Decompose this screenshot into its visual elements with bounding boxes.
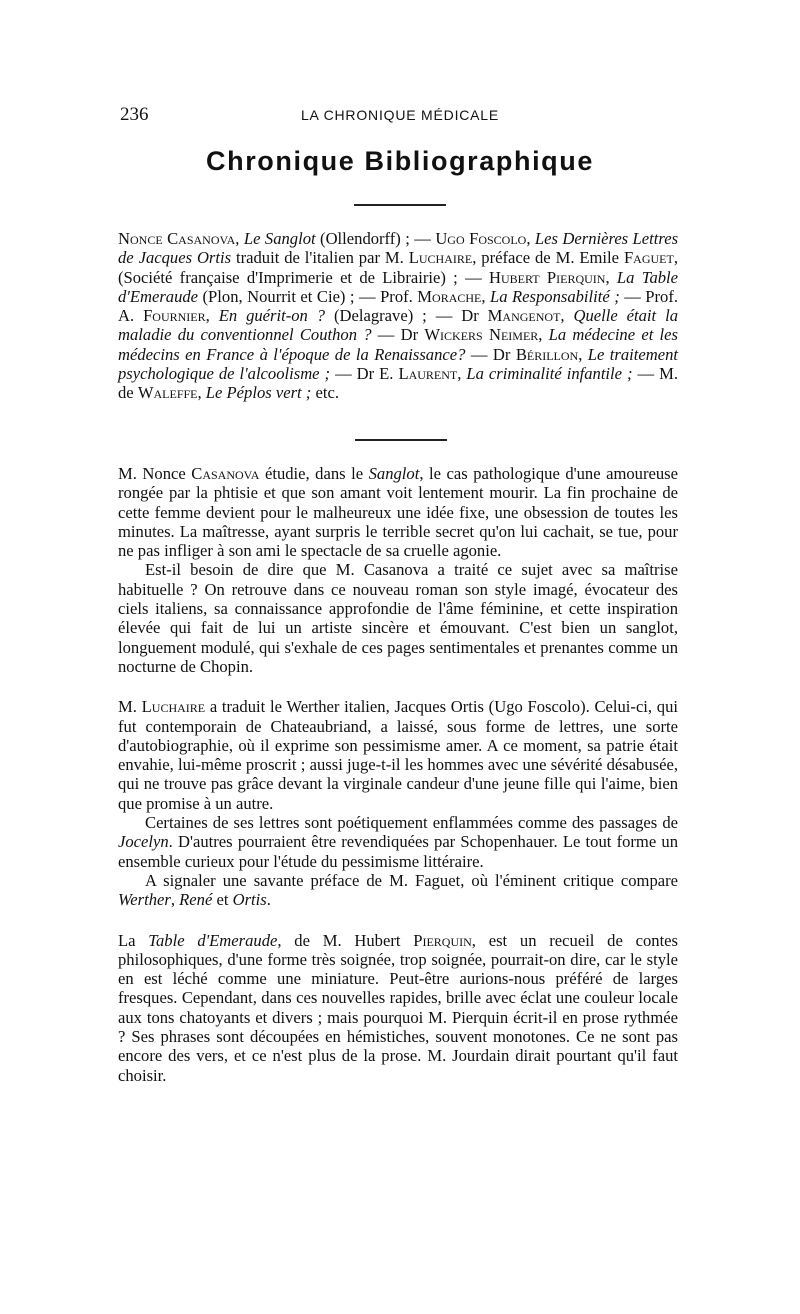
text-run: A signaler une savante préface de M. Faguet, où l'éminent critique compare xyxy=(145,870,678,890)
text-run: Est-il besoin de dire que M. Casanova a traité ce sujet avec sa maîtrise habituelle ? On retrouve dans ce nouveau roman son style imagé, évocateur des ciels italiens, sa connaissance approfondie de l'âme féminine, et cette inspiration élevée qui fait de lui un artiste sincère et émouvant. C'est bien un sanglot, longuement modulé, qui s'exhale de ces pages sentimentales et prenantes comme un nocturne de Chopin. xyxy=(118,560,678,676)
text-run: a traduit le Werther italien, Jacques Ortis (Ugo Foscolo). Celui-ci, qui fut contemporain de Chateaubriand, a laissé, sous forme de lettres, une sorte d'autobiographie, où il exprime son pessimisme amer. A ce moment, sa patrie était envahie, lui-même proscrit ; aussi juge-t-il les hommes avec une sévérité désabusée, qui ne trouve pas grâce devant la virginale candeur d'une jeune fille qui l'aime, bien que promise à un autre. xyxy=(118,697,678,813)
book-author-first: Hubert xyxy=(488,267,540,287)
review-paragraph xyxy=(118,697,678,813)
running-title: LA CHRONIQUE MÉDICALE xyxy=(300,107,500,123)
book-list-paragraph: Nonce Casanova, Le Sanglot (Ollendorff) ; — Ugo Foscolo, Les Dernières Lettres de Jacques Ortis traduit de l'italien par M. Luchaire, préface de M. Emile Faguet, (Société française d'Imprimerie et de Librairie) ; — Hubert Pierquin, La Table d'Emeraude (Plon, Nourrit et Cie) ; — Prof. Morache, La Responsabilité ; — Prof. A. Fournier, En guérit-on ? (Delagrave) ; — Dr Mangenot, Quelle était la maladie du conventionnel Couthon ? — Dr Wickers Neimer, La médecine et les médecins en France à l'époque de la Renaissance? — Dr Bérillon, Le traitement psychologique de l'alcoolisme ; — Dr E. Laurent, La criminalité infantile ; — M. de Waleffe, Le Péplos vert ; etc. xyxy=(118,229,679,403)
review-paragraph xyxy=(118,560,678,676)
text-run: et xyxy=(212,890,233,910)
text-run: , est un recueil de contes philosophiques, d'une forme très soignée, trop soignée, pourrait-on dire, car le style en est léché comme une miniature. Peut-être aurions-nous préféré de larges fresques. Cependant, dans ces nouvelles rapides, brille avec éclat une couleur locale aux tons chatoyants et divers ; mais pourquoi M. Pierquin écrit-il en prose rythmée ? Ses phrases sont découpées en hémistiches, souvent monotones. Ce ne sont pas encore des vers, et ce n'est plus de la prose. M. Jourdain dirait pourtant qu'il faut choisir. xyxy=(118,930,678,1085)
book-author: Morache xyxy=(417,286,482,306)
title-rule xyxy=(354,204,446,206)
italic-title: Werther xyxy=(118,890,171,910)
book-author: Casanova xyxy=(167,229,236,248)
book-author: Faguet xyxy=(623,248,674,268)
book-author: Fournier xyxy=(143,306,206,326)
book-author: Luchaire xyxy=(408,248,473,268)
book-title: La Table d'Emeraude xyxy=(118,267,679,306)
book-details: — Prof. A. xyxy=(118,286,679,326)
text-run: La xyxy=(118,930,149,950)
book-details: (Plon, Nourrit et Cie) ; — Prof. xyxy=(202,286,413,306)
book-details: (Société française d'Imprimerie et de Librairie) ; — xyxy=(118,267,482,287)
text-run: Certaines de ses lettres sont poétiquement enflammées comme des passages de xyxy=(145,813,678,833)
book-author: Bérillon xyxy=(515,344,579,364)
book-author-first: Ugo xyxy=(435,229,465,248)
italic-title: Sanglot xyxy=(368,464,420,483)
author-name: Casanova xyxy=(191,464,260,483)
book-author-first: Nonce xyxy=(118,229,163,248)
review xyxy=(118,697,678,909)
reviews xyxy=(118,464,678,1106)
italic-title: Table d'Emeraude xyxy=(148,930,278,950)
author-name: Luchaire xyxy=(141,697,206,717)
book-title: Le Péplos vert ; xyxy=(205,383,312,403)
text-run: étudie, dans le xyxy=(259,464,369,483)
author-name: Pierquin xyxy=(413,930,472,950)
book-title: Quelle était la maladie du conventionnel Couthon ? xyxy=(118,306,678,345)
review xyxy=(118,931,678,1085)
book-details: traduit de l'italien par M. xyxy=(235,248,404,268)
book-details: préface de M. Emile xyxy=(481,248,620,268)
book-details: (Ollendorff) ; — xyxy=(320,229,431,248)
italic-title: René xyxy=(179,890,213,910)
book-details: etc. xyxy=(315,383,339,403)
book-title: La Responsabilité ; xyxy=(490,286,620,306)
book-author: Laurent xyxy=(398,364,458,384)
book-details: — Dr xyxy=(470,344,511,364)
book-title: En guérit-on ? xyxy=(218,306,326,326)
review-paragraph xyxy=(118,813,678,871)
book-details: (Delagrave) ; — Dr xyxy=(334,306,479,326)
book-author: Mangenot xyxy=(487,306,561,326)
book-author: Wickers Neimer xyxy=(424,325,539,345)
book-title: La médecine et les médecins en France à l'époque de la Renaissance? xyxy=(118,325,678,364)
book-list xyxy=(118,229,678,403)
review-paragraph xyxy=(118,871,678,910)
book-details: — Dr E. xyxy=(335,364,394,384)
review xyxy=(118,464,678,676)
text-run: . D'autres pourraient être revendiquées par Schopenhauer. Le tout forme un ensemble curieux pour l'étude du pessimisme littéraire. xyxy=(118,832,678,871)
text-run: , de M. Hubert xyxy=(277,930,414,950)
section-rule xyxy=(355,439,447,441)
running-head xyxy=(120,104,680,130)
text-run: . xyxy=(266,890,271,910)
book-title: Le traitement psychologique de l'alcoolisme ; xyxy=(118,344,678,384)
book-author: Waleffe xyxy=(137,383,198,403)
review-paragraph xyxy=(118,931,678,1085)
book-title: La criminalité infantile ; xyxy=(466,364,633,384)
page-number: 236 xyxy=(120,104,149,125)
text-run: M. xyxy=(118,697,142,717)
book-title: Les Dernières Lettres de Jacques Ortis xyxy=(118,229,679,268)
section-title: Chronique Bibliographique xyxy=(206,146,594,176)
review-paragraph xyxy=(118,464,678,560)
italic-title: Jocelyn xyxy=(118,832,169,852)
book-author: Foscolo xyxy=(469,229,527,248)
text-run: , le cas pathologique d'une amoureuse rongée par la phtisie et que son amant voit lentement mourir. La fin prochaine de cette femme devient pour le malheureux une idée fixe, une obsession de toutes les minutes. La maîtresse, ayant surpris le terrible secret qu'on lui cachait, se tue, pour ne pas infliger à son ami le spectacle de sa cruelle agonie. xyxy=(118,464,678,561)
text-run: , xyxy=(170,890,180,910)
text-run: M. Nonce xyxy=(118,464,192,483)
book-details: — M. de xyxy=(118,364,679,403)
book-details: — Dr xyxy=(377,325,419,345)
book-author: Pierquin xyxy=(546,267,606,287)
italic-title: Ortis xyxy=(232,890,267,910)
book-title: Le Sanglot xyxy=(243,229,316,248)
